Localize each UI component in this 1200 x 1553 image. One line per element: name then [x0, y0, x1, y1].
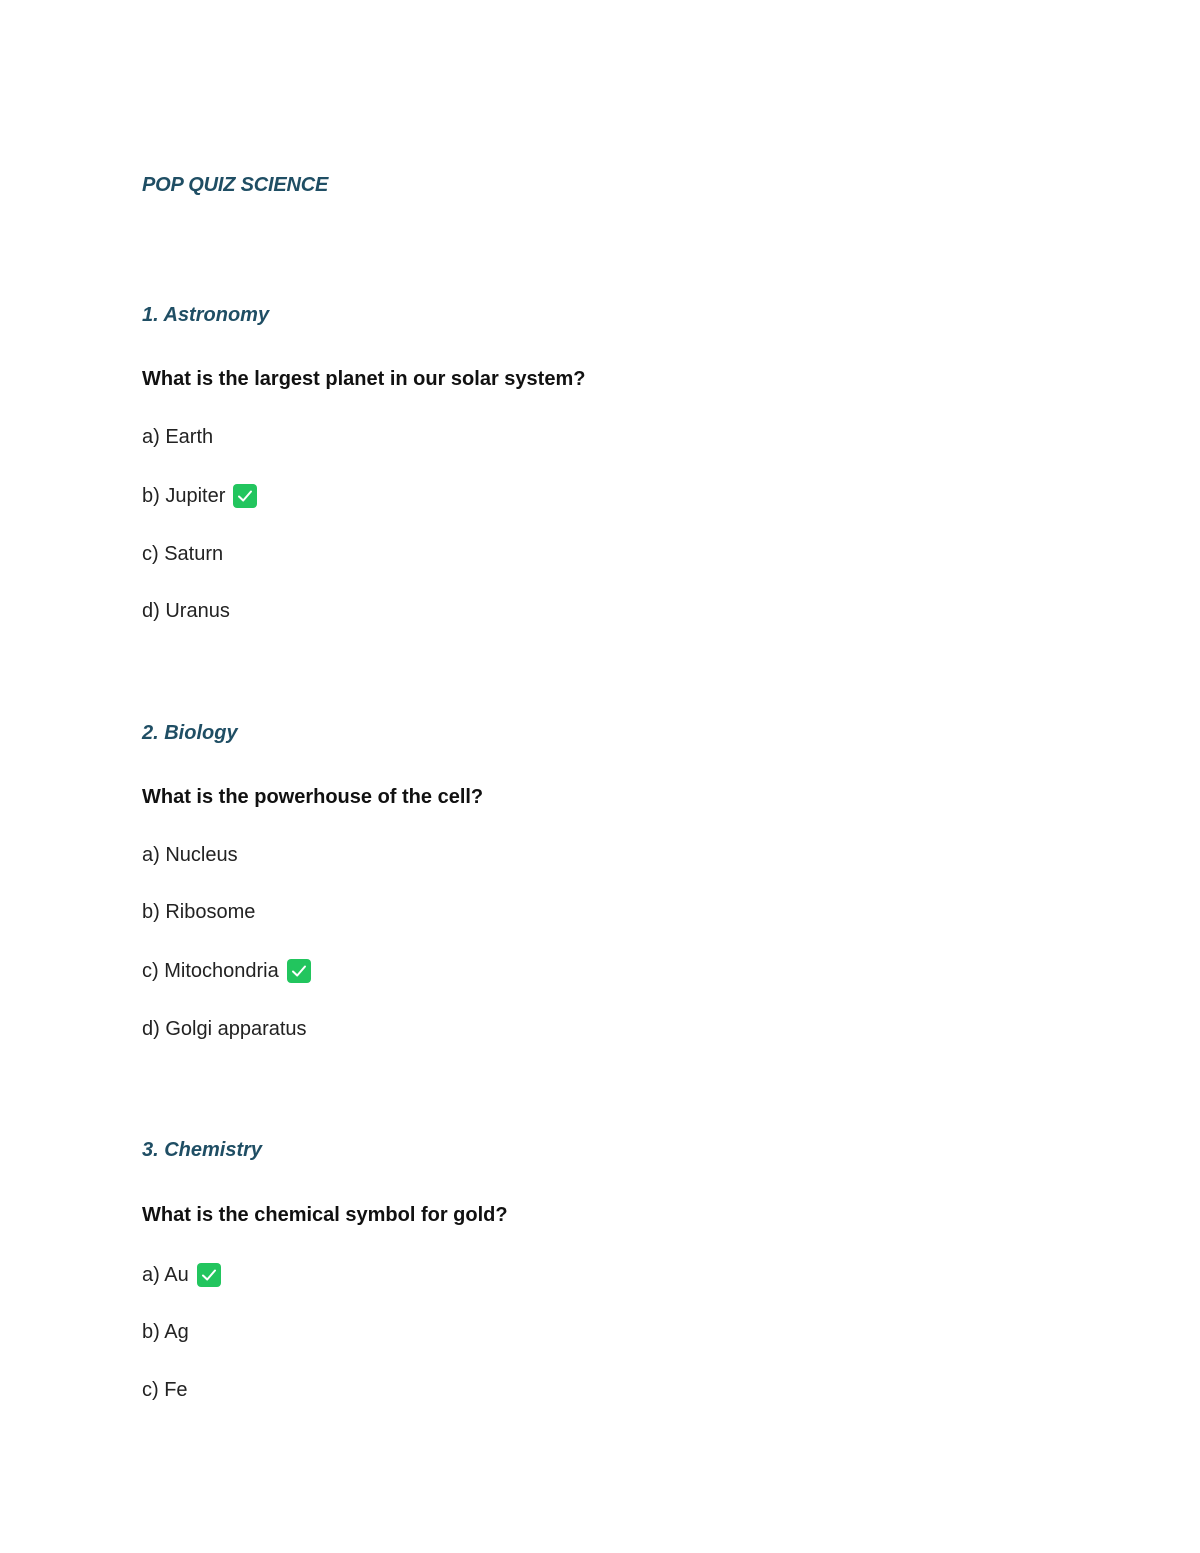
option-c-astronomy [142, 543, 223, 566]
check-mark-icon [233, 484, 257, 508]
option-label: c) Mitochondria [142, 959, 279, 982]
option-label: a) Nucleus [142, 844, 238, 866]
question-astronomy: What is the largest planet in our solar system? [142, 368, 586, 390]
section-heading-chemistry: 3. Chemistry [142, 1139, 263, 1161]
section-heading-astronomy: 1. Astronomy [142, 304, 270, 326]
document-title: POP QUIZ SCIENCE [142, 174, 329, 196]
option-c-chemistry [142, 1379, 188, 1402]
option-label: a) Au [142, 1263, 189, 1286]
option-c-biology [142, 959, 311, 983]
option-b-astronomy [142, 484, 257, 508]
option-label: a) Earth [142, 426, 214, 448]
option-a-astronomy [142, 426, 213, 449]
option-label: b) Ribosome [142, 901, 256, 923]
check-mark-icon [197, 1263, 221, 1287]
option-a-biology [142, 844, 238, 867]
option-a-chemistry [142, 1263, 221, 1287]
option-b-biology [142, 901, 255, 924]
option-label: b) Ag [142, 1321, 189, 1343]
check-mark-icon [287, 959, 311, 983]
option-d-astronomy [142, 600, 230, 623]
option-label: c) Fe [142, 1379, 188, 1401]
option-label: d) Uranus [142, 600, 230, 622]
option-b-chemistry [142, 1321, 189, 1344]
option-label: d) Golgi apparatus [142, 1018, 307, 1040]
option-label: b) Jupiter [142, 484, 226, 507]
option-d-biology [142, 1018, 307, 1041]
question-biology: What is the powerhouse of the cell? [142, 786, 484, 808]
question-chemistry: What is the chemical symbol for gold? [142, 1204, 508, 1226]
section-heading-biology: 2. Biology [142, 722, 238, 744]
option-label: c) Saturn [142, 543, 224, 565]
